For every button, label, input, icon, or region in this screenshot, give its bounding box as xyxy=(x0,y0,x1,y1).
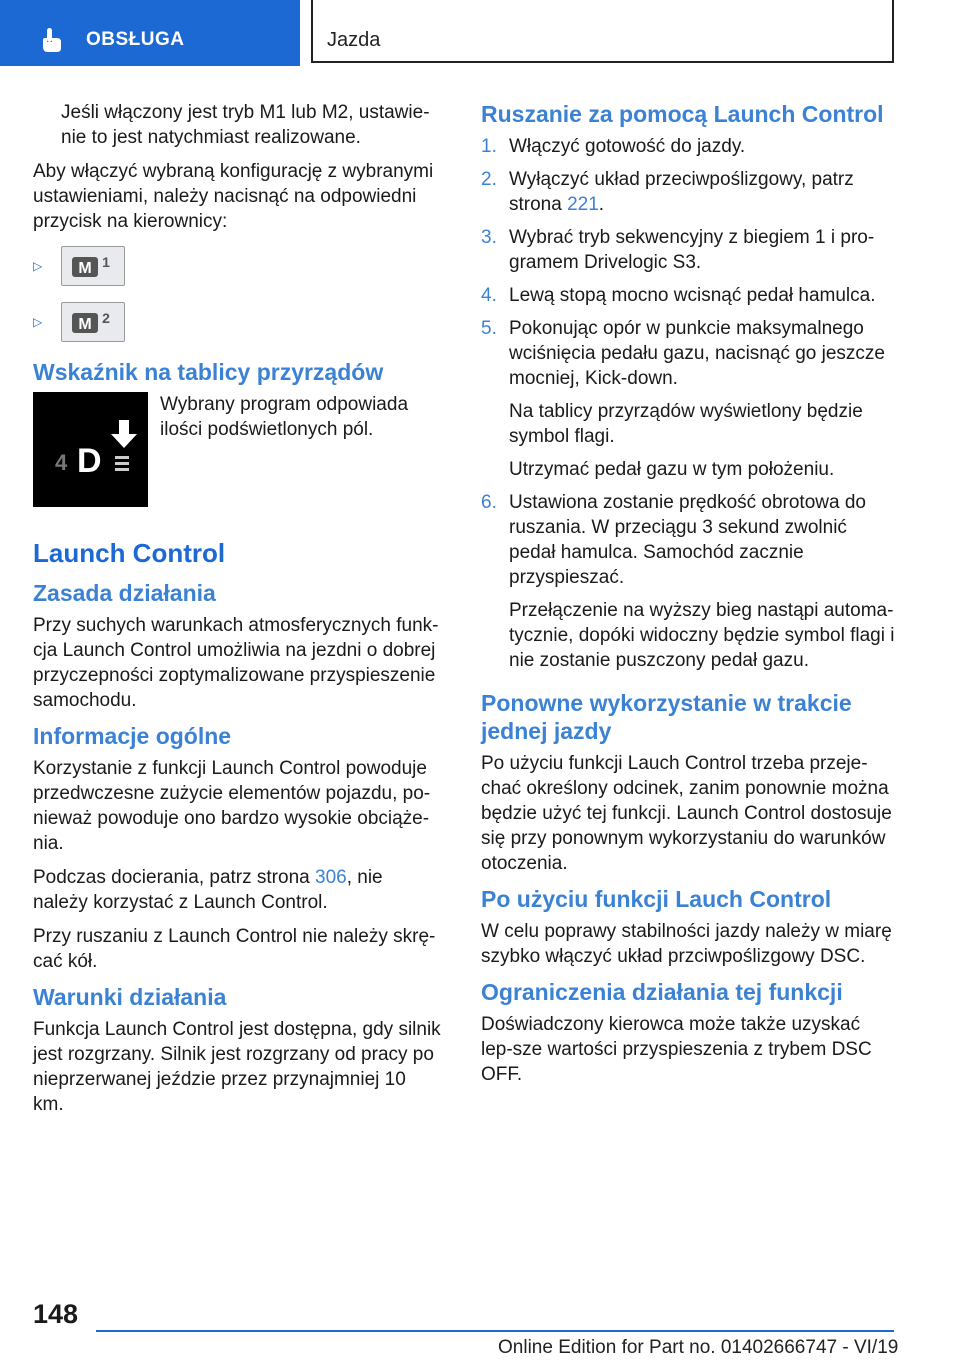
general-info-text-2: Podczas docierania, patrz strona 306, nie należy korzystać z Launch Control. xyxy=(33,867,383,913)
reuse-text: Po użyciu funkcji Lauch Control trzeba przeje-chać określony odcinek, zanim ponownie można będzie użyć tej funkcji. Launch Control dostosuje się przy ponownym wykorzystaniu do warunków otoczenia. xyxy=(481,753,892,874)
svg-text:2: 2 xyxy=(102,310,110,326)
list-item: 5. Pokonując opór w punkcie maksymalnego wciśnięcia pedału gazu, nacisnąć go jeszcze mocniej, Kick-down. Na tablicy przyrządów wyświetlony będzie symbol flagi. Utrzymać pedał gazu w tym położeniu. xyxy=(481,318,885,480)
heading-principle: Zasada działania xyxy=(33,580,216,606)
bullet-triangle-icon: ▷ xyxy=(33,259,43,273)
section-box xyxy=(311,0,894,63)
general-info-text-3: Przy ruszaniu z Launch Control nie należy skrę-cać kół. xyxy=(33,926,436,972)
list-item: 6. Ustawiona zostanie prędkość obrotowa do ruszania. W przeciągu 3 sekund zwolnić pedał hamulca. Samochód zacznie przyspieszać. Przełączenie na wyższy bieg nastąpi automa-tycznie, dopóki widoczny będzie symbol flagi i nie zostanie puszczony pedał gazu. xyxy=(481,492,895,671)
list-item: 1. Włączyć gotowość do jazdy. xyxy=(481,136,746,157)
bullet-triangle-icon: ▷ xyxy=(33,315,43,329)
dashboard-display-image xyxy=(33,392,148,507)
heading-start-launch: Ruszanie za pomocą Launch Control xyxy=(481,101,884,127)
svg-text:4: 4 xyxy=(55,450,68,475)
intro-indented-text: Jeśli włączony jest tryb M1 lub M2, ustawie-nie to jest natychmiast realizowane. xyxy=(61,102,430,148)
footer-divider xyxy=(96,1330,894,1332)
steps-list xyxy=(481,134,895,673)
intro-text: Aby włączyć wybraną konfigurację z wybranymi ustawieniami, należy nacisnąć na odpowiedni przycisk na kierownicy: xyxy=(33,161,434,232)
heading-limits: Ograniczenia działania tej funkcji xyxy=(481,979,843,1005)
principle-text: Przy suchych warunkach atmosferycznych funk-cja Launch Control umożliwia na jezdni o dobrej przyczepności zoptymalizowane przyspieszenie samochodu. xyxy=(33,615,439,711)
page-header xyxy=(0,0,960,66)
section-title: Jazda xyxy=(327,29,381,51)
left-column xyxy=(33,100,441,1126)
hand-pointer-icon xyxy=(38,26,66,54)
page-ref-link[interactable]: 221 xyxy=(567,194,599,215)
m1-button-icon xyxy=(61,246,125,286)
chapter-tab[interactable] xyxy=(0,0,300,66)
button-m1-row xyxy=(33,246,441,286)
svg-text:D: D xyxy=(77,442,102,480)
list-item: 3. Wybrać tryb sekwencyjny z biegiem 1 i pro-gramem Drivelogic S3. xyxy=(481,227,875,273)
page-ref-link[interactable]: 306 xyxy=(315,867,347,888)
footer-edition: Online Edition for Part no. 01402666747 - VI/19 xyxy=(498,1337,899,1358)
conditions-text: Funkcja Launch Control jest dostępna, gdy silnik jest rozgrzany. Silnik jest rozgrzany od pracy po nieprzerwanej jeździe przez przynajmniej 10 km. xyxy=(33,1019,441,1115)
heading-reuse: Ponowne wykorzystanie w trakcie jednej jazdy xyxy=(481,690,852,744)
chapter-label: OBSŁUGA xyxy=(86,29,185,50)
m2-button-icon xyxy=(61,302,125,342)
heading-after-use: Po użyciu funkcji Lauch Control xyxy=(481,886,832,912)
heading-launch-control: Launch Control xyxy=(33,538,226,568)
limits-text: Doświadczony kierowca może także uzyskać lep-sze wartości przyspieszenia z trybem DSC OFF. xyxy=(481,1014,872,1085)
heading-dashboard: Wskaźnik na tablicy przyrządów xyxy=(33,359,384,385)
right-column xyxy=(481,100,895,1096)
svg-text:1: 1 xyxy=(102,254,110,270)
button-m2-row xyxy=(33,302,441,342)
heading-general-info: Informacje ogólne xyxy=(33,723,232,749)
dashboard-text: Wybrany program odpowiada ilości podświetlonych pól. xyxy=(160,394,409,440)
list-item: 4. Lewą stopą mocno wcisnąć pedał hamulca. xyxy=(481,285,876,306)
svg-text:M: M xyxy=(78,260,92,277)
list-item: 2. Wyłączyć układ przeciwpoślizgowy, patrz strona 221. xyxy=(481,169,854,215)
page-number: 148 xyxy=(33,1299,79,1329)
svg-text:M: M xyxy=(78,316,92,333)
dashboard-indicator xyxy=(33,392,441,507)
after-use-text: W celu poprawy stabilności jazdy należy w miarę szybko włączyć układ przciwpoślizgowy DSC. xyxy=(481,921,892,967)
heading-conditions: Warunki działania xyxy=(33,984,227,1010)
general-info-text-1: Korzystanie z funkcji Launch Control powoduje przedwczesne zużycie elementów pojazdu, po-nieważ powoduje ono bardzo wysokie obciąże-nia. xyxy=(33,758,431,854)
